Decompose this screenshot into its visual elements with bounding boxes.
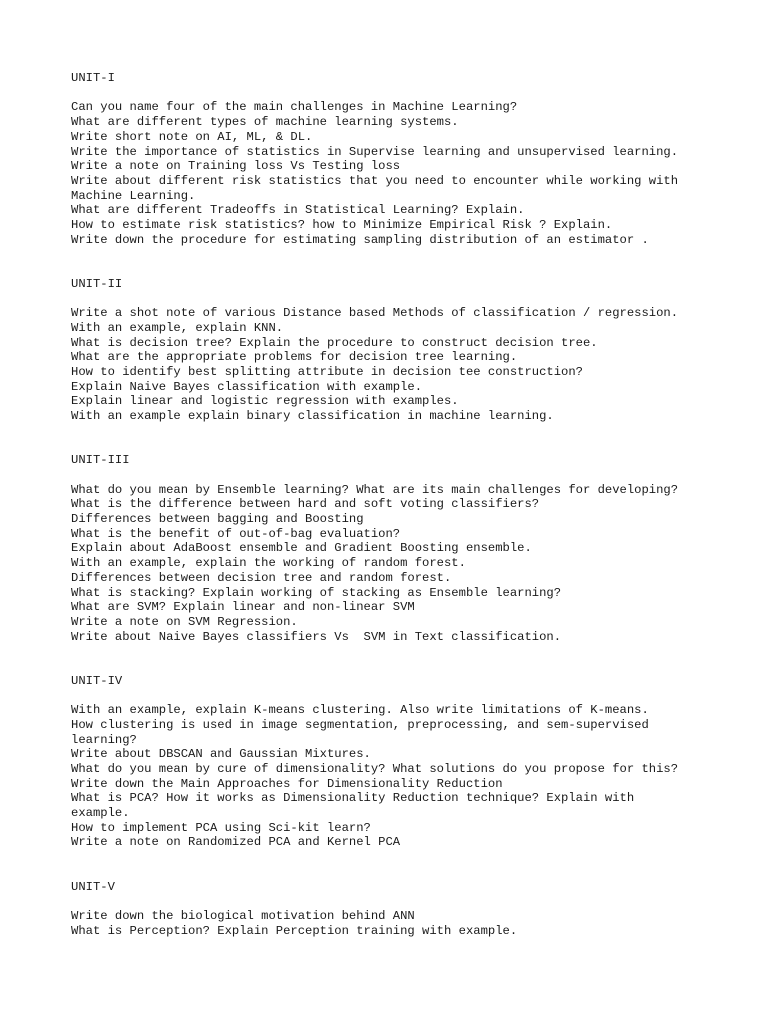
unit-section: [71, 71, 731, 247]
question-item: Write short note on AI, ML, & DL.: [71, 129, 313, 144]
question-item: Explain about AdaBoost ensemble and Gradient Boosting ensemble.: [71, 541, 532, 556]
unit-title: UNIT-III: [71, 453, 130, 468]
question-item: Write about different risk statistics that you need to encounter while working with Machine Learning.: [71, 173, 679, 203]
question-item: Write a note on SVM Regression.: [71, 614, 298, 629]
unit-section: [71, 880, 731, 939]
question-item: Write down the biological motivation behind ANN: [71, 908, 415, 923]
question-item: Write a note on Training loss Vs Testing loss: [71, 159, 401, 174]
question-item: Write the importance of statistics in Supervise learning and unsupervised learning.: [71, 144, 679, 159]
question-item: How to identify best splitting attribute in decision tee construction?: [71, 365, 583, 380]
question-item: Write about DBSCAN and Gaussian Mixtures.: [71, 747, 371, 762]
question-item: Write a note on Randomized PCA and Kernel PCA: [71, 835, 401, 850]
question-item: What do you mean by cure of dimensionality? What solutions do you propose for this?: [71, 761, 679, 776]
unit-title: UNIT-IV: [71, 673, 123, 688]
question-item: How to implement PCA using Sci-kit learn?: [71, 820, 371, 835]
question-item: What is PCA? How it works as Dimensionality Reduction technique? Explain with example.: [71, 791, 635, 821]
section-spacer: [71, 247, 731, 276]
question-item: Can you name four of the main challenges in Machine Learning?: [71, 100, 518, 115]
unit-section: [71, 277, 731, 424]
question-item: Differences between decision tree and random forest.: [71, 570, 452, 585]
question-item: Differences between bagging and Boosting: [71, 512, 364, 527]
question-item: What is decision tree? Explain the procedure to construct decision tree.: [71, 335, 598, 350]
question-item: Write a shot note of various Distance based Methods of classification / regression.: [71, 306, 679, 321]
question-item: How to estimate risk statistics? how to Minimize Empirical Risk ? Explain.: [71, 218, 613, 233]
unit-section: [71, 453, 731, 644]
question-item: What is the difference between hard and soft voting classifiers?: [71, 497, 540, 512]
question-item: With an example explain binary classification in machine learning.: [71, 409, 554, 424]
question-item: With an example, explain KNN.: [71, 320, 284, 335]
section-spacer: [71, 424, 731, 453]
question-item: What are SVM? Explain linear and non-linear SVM: [71, 600, 415, 615]
question-item: Write about Naive Bayes classifiers Vs SVM in Text classification.: [71, 629, 562, 644]
section-spacer: [71, 644, 731, 673]
document-page: [71, 71, 731, 938]
question-list: [71, 306, 731, 424]
question-item: How clustering is used in image segmentation, preprocessing, and sem-supervised learning?: [71, 717, 649, 747]
question-item: What is the benefit of out-of-bag evaluation?: [71, 526, 401, 541]
question-item: What are the appropriate problems for decision tree learning.: [71, 350, 518, 365]
question-list: [71, 909, 731, 938]
question-item: What is Perception? Explain Perception training with example.: [71, 923, 518, 938]
question-list: [71, 100, 731, 247]
question-item: What are different types of machine learning systems.: [71, 115, 459, 130]
question-item: What are different Tradeoffs in Statistical Learning? Explain.: [71, 203, 525, 218]
question-item: Explain Naive Bayes classification with example.: [71, 379, 423, 394]
question-item: What is stacking? Explain working of stacking as Ensemble learning?: [71, 585, 562, 600]
section-spacer: [71, 850, 731, 879]
unit-title: UNIT-V: [71, 879, 115, 894]
unit-title: UNIT-I: [71, 71, 115, 85]
question-item: What do you mean by Ensemble learning? What are its main challenges for developing?: [71, 482, 679, 497]
question-item: Write down the Main Approaches for Dimensionality Reduction: [71, 776, 503, 791]
question-list: [71, 703, 731, 850]
unit-title: UNIT-II: [71, 276, 123, 291]
unit-section: [71, 674, 731, 850]
question-item: Write down the procedure for estimating sampling distribution of an estimator .: [71, 232, 649, 247]
question-item: Explain linear and logistic regression with examples.: [71, 394, 459, 409]
question-item: With an example, explain K-means clustering. Also write limitations of K-means.: [71, 703, 649, 718]
question-item: With an example, explain the working of random forest.: [71, 556, 466, 571]
question-list: [71, 483, 731, 645]
